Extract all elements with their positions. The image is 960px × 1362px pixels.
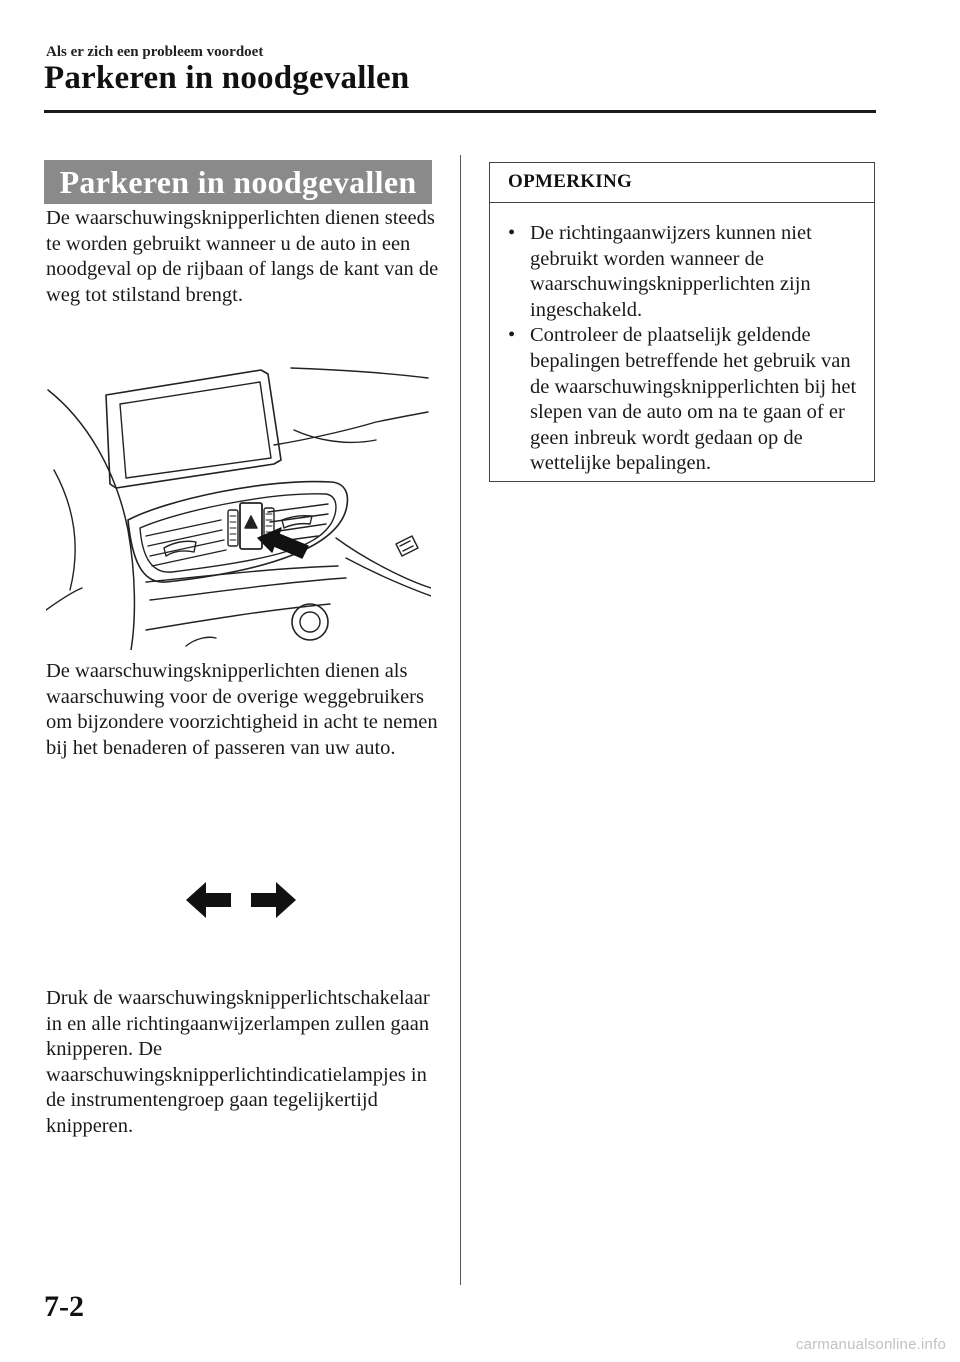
title-divider bbox=[44, 110, 876, 113]
note-title: OPMERKING bbox=[508, 171, 633, 192]
page-number: 7-2 bbox=[44, 1290, 84, 1323]
list-item bbox=[504, 221, 864, 323]
watermark: carmanualsonline.info bbox=[795, 1336, 946, 1353]
note-box bbox=[489, 162, 875, 482]
turn-signal-arrows-icon bbox=[186, 880, 296, 920]
note-list bbox=[504, 221, 864, 477]
purpose-paragraph: De waarschuwingsknipperlichten dienen als waarschuwing voor de overige weggebruikers om bijzondere voorzichtigheid in acht te nemen bij het benaderen of passeren van uw auto. bbox=[46, 660, 438, 759]
bullet-icon: • bbox=[508, 324, 516, 347]
section-heading: Parkeren in noodgevallen bbox=[44, 160, 432, 204]
note-item-text: De richtingaanwijzers kunnen niet gebruikt worden wanneer de waarschuwingsknipperlichten zijn ingeschakeld. bbox=[530, 222, 812, 321]
chapter-heading: Als er zich een probleem voordoet bbox=[46, 44, 264, 60]
column-divider bbox=[460, 155, 461, 1285]
note-divider bbox=[490, 202, 874, 203]
list-item bbox=[504, 323, 864, 477]
note-item-text: Controleer de plaatselijk geldende bepalingen betreffende het gebruik van de waarschuwingsknipperlichten bij het slepen van de auto om na te gaan of er geen inbreuk wordt gedaan op de wettelijke bepalingen. bbox=[530, 324, 857, 475]
intro-paragraph: De waarschuwingsknipperlichten dienen steeds te worden gebruikt wanneer u de auto in een noodgeval op de rijbaan of langs de kant van de weg tot stilstand brengt. bbox=[46, 207, 439, 306]
page-title: Parkeren in noodgevallen bbox=[44, 60, 410, 96]
instruction-paragraph: Druk de waarschuwingsknipperlichtschakelaar in en alle richtingaanwijzerlampen zullen gaan knipperen. De waarschuwingsknipperlichtindicatielampjes in de instrumentengroep gaan tegelijkertijd knipperen. bbox=[46, 987, 430, 1137]
hazard-switch-dashboard-illustration bbox=[46, 360, 431, 650]
bullet-icon: • bbox=[508, 222, 516, 244]
